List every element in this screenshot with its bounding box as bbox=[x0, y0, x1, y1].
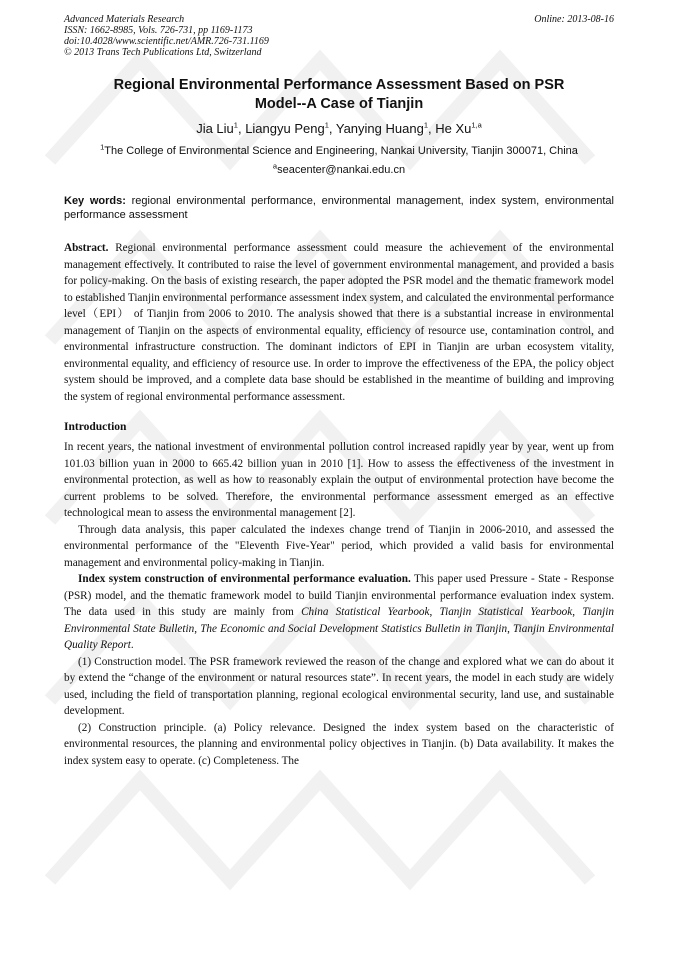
contact-email bbox=[64, 161, 614, 176]
paper-title bbox=[64, 76, 614, 114]
author-separator: , bbox=[237, 121, 246, 136]
separator: , bbox=[429, 606, 440, 618]
affiliation bbox=[64, 144, 614, 158]
source-title: The Economic and Social Development Statistics Bulletin in Tianjin bbox=[200, 622, 508, 635]
separator: , bbox=[194, 622, 201, 635]
paragraph-text: This paper used Pressure - State - Response (PSR) model, and the thematic framework model to build Tianjin environmental performance evaluation index system. The data used in this study are mainly from bbox=[64, 573, 614, 618]
email-mark: a bbox=[272, 161, 278, 171]
author-name: Yanying Huang bbox=[335, 121, 424, 136]
author-name: Jia Liu bbox=[196, 121, 234, 136]
email-address: seacenter@nankai.edu.cn bbox=[277, 164, 406, 176]
affiliation-mark: 1 bbox=[100, 142, 105, 152]
intro-paragraph-2: Through data analysis, this paper calculated the indexes change trend of Tianjin in 2006-2010, and assessed the environmental performance of the "Eleventh Five-Year" period, which provided a valid basis for environmental management and environmental policy-making in Tianjin. bbox=[64, 523, 614, 569]
intro-paragraph-1: In recent years, the national investment of environmental pollution control increased rapidly year by year, went up from 101.03 billion yuan in 2000 to 665.42 billion yuan in 2010 [1]. How to assess the effectiveness of the investment in environmental protection, as well as how to reasonably explain the output of environmental protection have become the current problems to be solved. Therefore, the environmental performance assessment emerged as an effective technological mean to assess the environmental management [2]. bbox=[64, 441, 614, 519]
separator: , bbox=[572, 606, 583, 618]
intro-paragraph-4: (1) Construction model. The PSR framework reviewed the reason of the change and explored what we can do about it by extend the “change of the environment or natural resources state”. In recent years, the model in each study are widely used, including the field of transportation planning, regional ecological environmental security, land use, and sustainable development. bbox=[64, 655, 614, 717]
affiliation-text: The College of Environmental Science and Engineering, Nankai University, Tianjin 300071, China bbox=[104, 145, 578, 157]
intro-paragraph-3 bbox=[64, 571, 614, 654]
keywords-text: regional environmental performance, environmental management, index system, environmental performance assessment bbox=[64, 195, 614, 221]
author-separator: , bbox=[427, 121, 436, 136]
journal-name: Advanced Materials Research bbox=[64, 14, 185, 25]
title-line-2: Model--A Case of Tianjin bbox=[254, 96, 424, 112]
section-heading-introduction: Introduction bbox=[64, 421, 127, 433]
online-date: Online: 2013-08-16 bbox=[534, 14, 614, 25]
keywords bbox=[64, 194, 614, 222]
title-line-1: Regional Environmental Performance Assessment Based on PSR bbox=[113, 77, 565, 93]
issn-line: ISSN: 1662-8985, Vols. 726-731, pp 1169-1173 bbox=[64, 25, 253, 36]
intro-paragraph-5: (2) Construction principle. (a) Policy relevance. Designed the index system based on the characteristic of environmental resources, the planning and environmental policy objectives in Tianjin. (b) Data availability. It makes the index system easy to operate. (c) Completeness. The bbox=[64, 721, 614, 767]
keywords-label: Key words: bbox=[64, 195, 126, 207]
abstract-label: Abstract. bbox=[64, 242, 109, 254]
separator: , bbox=[507, 622, 514, 635]
author-affiliation-mark: 1,a bbox=[471, 120, 482, 130]
doi-line: doi:10.4028/www.scientific.net/AMR.726-731.1169 bbox=[64, 36, 269, 47]
abstract bbox=[64, 240, 614, 405]
author-name: He Xu bbox=[435, 121, 472, 136]
copyright-line: © 2013 Trans Tech Publications Ltd, Switzerland bbox=[64, 47, 262, 58]
author-affiliation-mark: 1 bbox=[423, 120, 428, 130]
subsection-heading: Index system construction of environmental performance evaluation. bbox=[78, 573, 411, 585]
author-separator: , bbox=[328, 121, 336, 136]
source-title: Tianjin Environmental Quality Report bbox=[64, 622, 615, 651]
abstract-text: Regional environmental performance assessment could measure the achievement of the environmental management effectively. It contributed to raise the level of government environmental management, and provided a basis for policy-making. On the basis of existing research, the paper adopted the PSR model and the thematic framework model to established Tianjin environmental performance assessment index system, and calculated the environmental performance level（EPI） of Tianjin from 2006 to 2010. The analysis showed that there is a substantial increase in environmental management of Tianjin on the aspects of environmental equality, efficiency of resource use, contamination control, and environmental infrastructure construction. The dominant indictors of EPI in Tianjin are urban ecosystem vitality, environmental equality, and efficiency of resource use. In order to improve the effectiveness of the EPA, the policy object system should be improved, and a complete data base should be established in the meantime of building and improving the system of regional environmental performance assessment. bbox=[64, 242, 614, 403]
journal-header bbox=[64, 14, 614, 58]
source-title: China Statistical Yearbook bbox=[301, 606, 430, 618]
source-title: Tianjin Statistical Yearbook bbox=[439, 606, 573, 618]
source-title: Tianjin Environmental State Bulletin bbox=[64, 606, 614, 635]
period: . bbox=[130, 639, 134, 651]
author-name: Liangyu Peng bbox=[245, 121, 325, 136]
author-affiliation-mark: 1 bbox=[233, 120, 238, 130]
author-list bbox=[64, 120, 614, 138]
author-affiliation-mark: 1 bbox=[324, 120, 329, 130]
